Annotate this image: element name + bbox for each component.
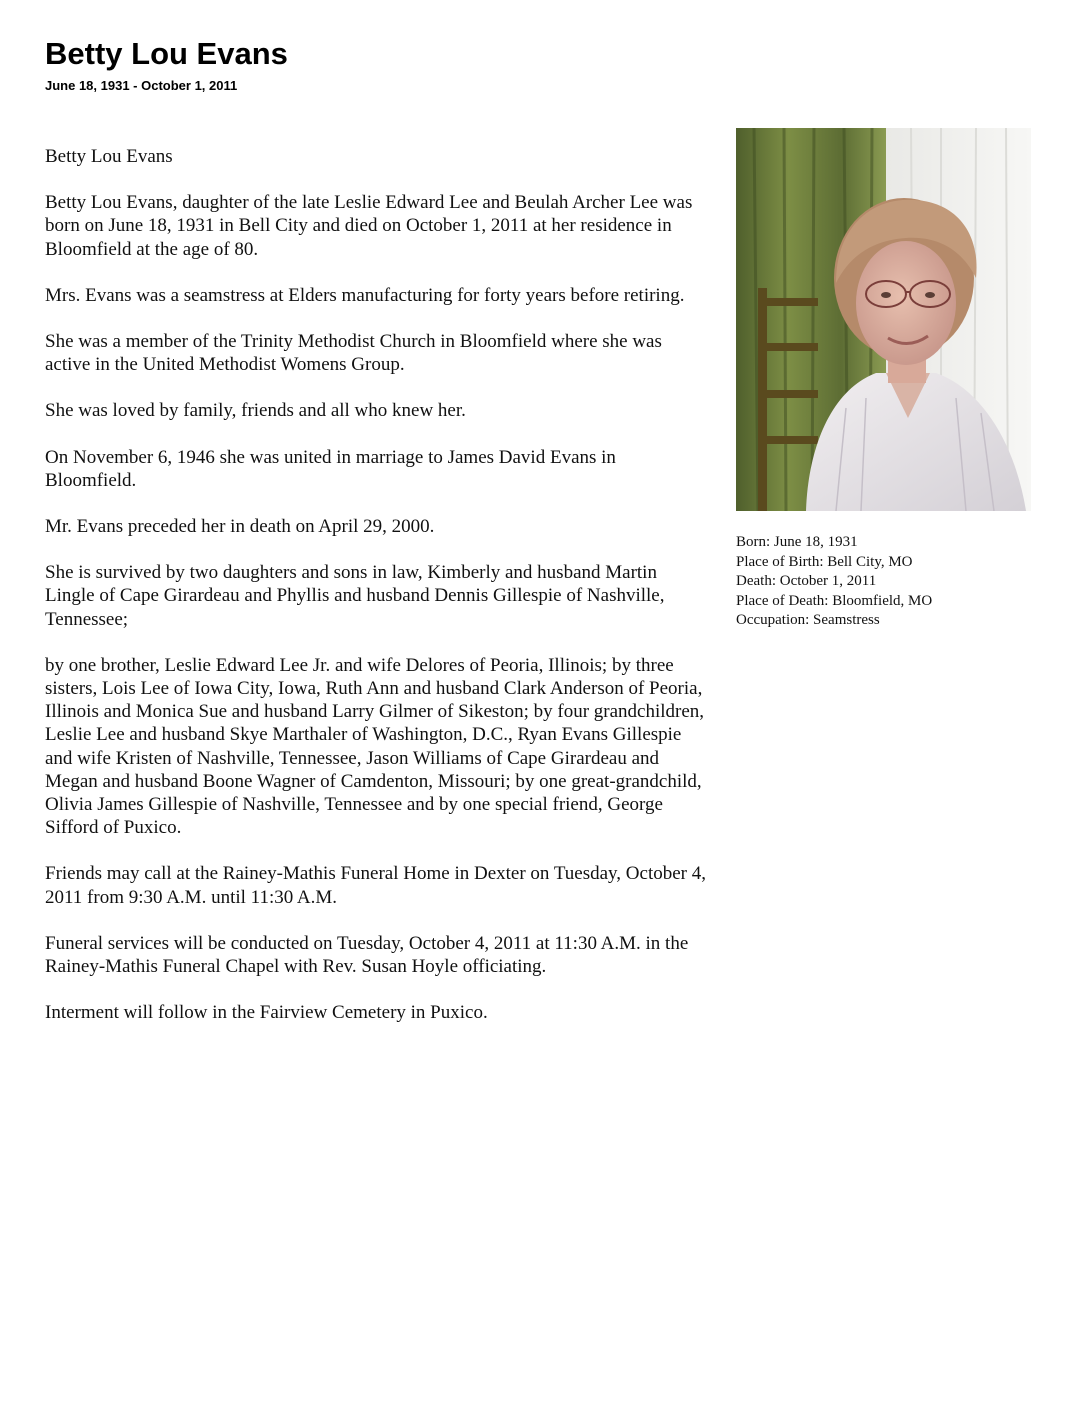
vital-facts	[736, 533, 1056, 631]
obituary-paragraph: She was loved by family, friends and all who knew her.	[45, 400, 466, 422]
fact-place-of-death: Place of Death: Bloomfield, MO	[736, 592, 933, 609]
obituary-text	[45, 145, 710, 1047]
fact-death: Death: October 1, 2011	[736, 573, 877, 589]
obituary-paragraph: Friends may call at the Rainey-Mathis Funeral Home in Dexter on Tuesday, October 4, 2011 from 9:30 A.M. until 11:30 A.M.	[45, 863, 706, 908]
obituary-paragraph: She is survived by two daughters and sons in law, Kimberly and husband Martin Lingle of Cape Girardeau and Phyllis and husband Dennis Gillespie of Nashville, Tennessee;	[45, 562, 665, 630]
obituary-paragraph: Betty Lou Evans, daughter of the late Leslie Edward Lee and Beulah Archer Lee was born on June 18, 1931 in Bell City and died on October 1, 2011 at her residence in Bloomfield at the age of 80.	[45, 192, 693, 260]
obituary-paragraph: She was a member of the Trinity Methodist Church in Bloomfield where she was active in the United Methodist Womens Group.	[45, 331, 662, 376]
fact-born: Born: June 18, 1931	[736, 534, 858, 550]
page-title: Betty Lou Evans	[45, 36, 288, 71]
obituary-paragraph: Interment will follow in the Fairview Cemetery in Puxico.	[45, 1002, 488, 1024]
obituary-paragraph: Funeral services will be conducted on Tuesday, October 4, 2011 at 11:30 A.M. in the Rainey-Mathis Funeral Chapel with Rev. Susan Hoyle officiating.	[45, 932, 689, 978]
obituary-paragraph: Betty Lou Evans	[45, 146, 173, 167]
obituary-paragraph: Mr. Evans preceded her in death on April 29, 2000.	[45, 516, 435, 538]
obituary-paragraph: On November 6, 1946 she was united in marriage to James David Evans in Bloomfield.	[45, 446, 616, 491]
obituary-paragraph: Mrs. Evans was a seamstress at Elders manufacturing for forty years before retiring.	[45, 284, 685, 306]
fact-occupation: Occupation: Seamstress	[736, 612, 880, 628]
fact-place-of-birth: Place of Birth: Bell City, MO	[736, 553, 913, 570]
obituary-paragraph: by one brother, Leslie Edward Lee Jr. and wife Delores of Peoria, Illinois; by three sisters, Lois Lee of Iowa City, Iowa, Ruth Ann and husband Clark Anderson of Peoria, Illinois and Monica Sue and husband Larry Gilmer of Sikeston; by four grandchildren, Leslie Lee and husband Skye Marthaler of Washington, D.C., Ryan Evans Gillespie and wife Kristen of Nashville, Tennessee, Jason Williams of Cape Girardeau and Megan and husband Boone Wagner of Camdenton, Missouri; by one great-grandchild, Olivia James Gillespie of Nashville, Tennessee and by one special friend, George Sifford of Puxico.	[45, 654, 705, 839]
life-dates: June 18, 1931 - October 1, 2011	[45, 78, 238, 93]
portrait-photo	[736, 128, 1031, 511]
